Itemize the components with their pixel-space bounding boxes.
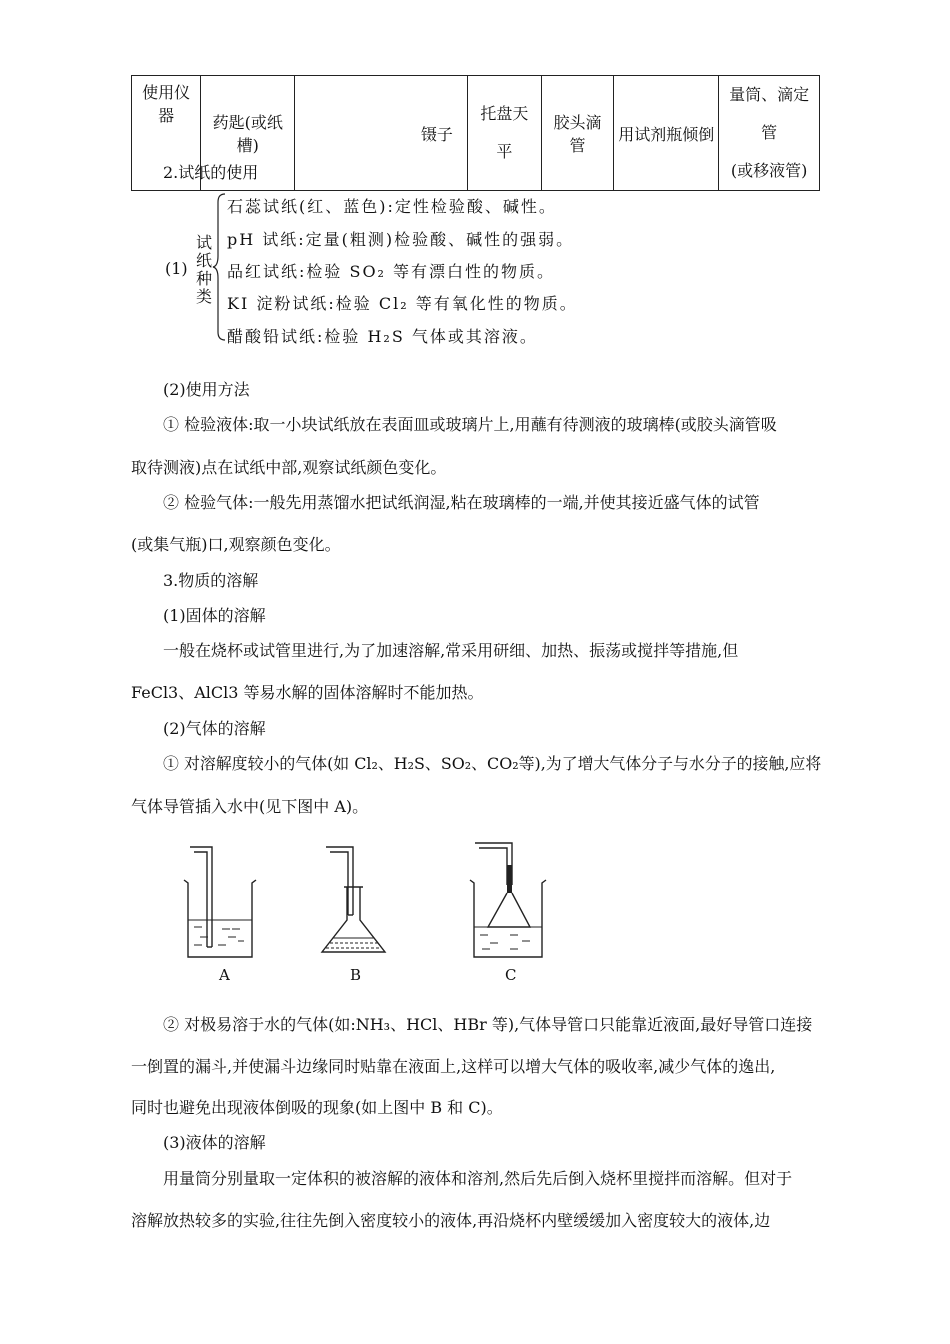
list-item: 醋酸铅试纸:检验 H₂S 气体或其溶液。 — [227, 327, 538, 346]
paragraph-line: 同时也避免出现液体倒吸的现象(如上图中 B 和 C)。 — [131, 1098, 503, 1117]
list-number: (1) — [165, 259, 188, 278]
figure-label-b: B — [350, 966, 362, 984]
flask-b-icon — [322, 847, 385, 952]
list-item: KI 淀粉试纸:检验 Cl₂ 等有氧化性的物质。 — [227, 294, 578, 313]
paragraph-line: 取待测液)点在试纸中部,观察试纸颜色变化。 — [131, 458, 447, 477]
subsection-title: (2)气体的溶解 — [163, 719, 266, 738]
figure-label-a: A — [219, 966, 230, 984]
list-item: pH 试纸:定量(粗测)检验酸、碱性的强弱。 — [227, 230, 575, 249]
beaker-c-icon — [470, 843, 546, 957]
paragraph-line: 气体导管插入水中(见下图中 A)。 — [131, 797, 369, 816]
section-title-test-paper: 2.试纸的使用 — [163, 163, 259, 182]
paragraph-line: 用量筒分别量取一定体积的被溶解的液体和溶剂,然后先后倒入烧杯里搅拌而溶解。但对于 — [163, 1169, 793, 1188]
list-item: 石蕊试纸(红、蓝色):定性检验酸、碱性。 — [227, 197, 557, 216]
kinds-char: 纸 — [196, 251, 213, 270]
table-cell-header: 使用仪器 — [132, 76, 201, 191]
subsection-title: (3)液体的溶解 — [163, 1133, 266, 1152]
table-cell-cylinder — [719, 76, 820, 191]
list-item: 品红试纸:检验 SO₂ 等有漂白性的物质。 — [227, 262, 556, 281]
paragraph-line: (或集气瓶)口,观察颜色变化。 — [131, 535, 341, 554]
figure-label-c: C — [505, 966, 517, 984]
paragraph-line: ① 检验液体:取一小块试纸放在表面皿或玻璃片上,用蘸有待测液的玻璃棒(或胶头滴管吸 — [163, 415, 777, 434]
cylinder-line1: 量筒、滴定管 — [729, 85, 810, 142]
paragraph-line: 一倒置的漏斗,并使漏斗边缘同时贴靠在液面上,这样可以增大气体的吸收率,减少气体的逸出, — [131, 1057, 776, 1076]
kinds-char: 类 — [196, 287, 213, 306]
table-cell-tweezers: 镊子 — [295, 76, 468, 191]
table-cell-dropper: 胶头滴管 — [541, 76, 613, 191]
section-title-dissolution: 3.物质的溶解 — [163, 571, 259, 590]
balance-line1: 托盘天 — [480, 104, 529, 123]
table-cell-pour: 用试剂瓶倾倒 — [614, 76, 719, 191]
balance-line2: 平 — [496, 142, 513, 161]
subsection-title: (1)固体的溶解 — [163, 606, 266, 625]
cylinder-line2: (或移液管) — [730, 161, 808, 180]
paragraph-line: ② 对极易溶于水的气体(如:NH₃、HCl、HBr 等),气体导管口只能靠近液面,最好导管口连接 — [163, 1015, 813, 1034]
kinds-char: 试 — [196, 233, 213, 252]
paragraph-line: FeCl3、AlCl3 等易水解的固体溶解时不能加热。 — [131, 683, 484, 702]
table-cell-spoon: 药匙(或纸槽) — [201, 76, 295, 191]
paragraph-line: ② 检验气体:一般先用蒸馏水把试纸润湿,粘在玻璃棒的一端,并使其接近盛气体的试管 — [163, 493, 760, 512]
kinds-char: 种 — [196, 269, 213, 288]
paragraph-line: 一般在烧杯或试管里进行,为了加速溶解,常采用研细、加热、振荡或搅拌等措施,但 — [163, 641, 739, 660]
beaker-a-icon — [184, 847, 256, 957]
curly-brace-icon — [212, 192, 228, 342]
table-cell-balance — [467, 76, 541, 191]
subsection-title: (2)使用方法 — [163, 380, 250, 399]
paragraph-line: ① 对溶解度较小的气体(如 Cl₂、H₂S、SO₂、CO₂等),为了增大气体分子与水分子的接触,应将 — [163, 754, 822, 773]
paragraph-line: 溶解放热较多的实验,往往先倒入密度较小的液体,再沿烧杯内壁缓缓加入密度较大的液体,边 — [131, 1211, 771, 1230]
